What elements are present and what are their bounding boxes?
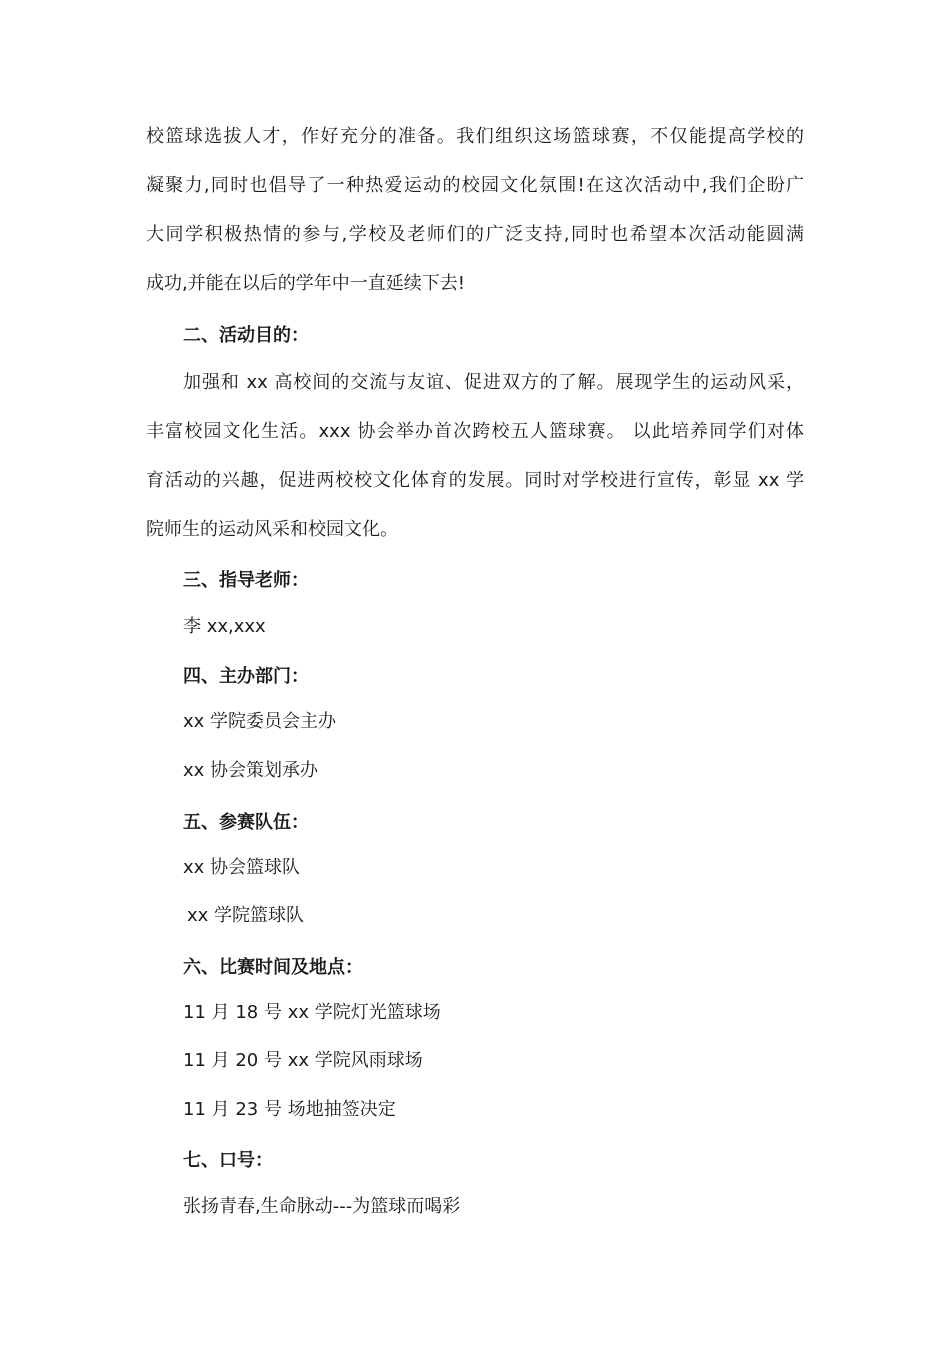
section-heading-schedule: 六、比赛时间及地点： — [183, 957, 363, 978]
schedule-item: 11 月 23 号 场地抽签决定 — [183, 1099, 396, 1120]
purpose-line-1: 加强和 xx 高校间的交流与友谊、促进双方的了解。展现学生的运动风采， — [183, 372, 804, 393]
team-item: xx 学院篮球队 — [187, 905, 305, 926]
section-heading-organizers: 四、主办部门： — [183, 666, 309, 687]
slogan-value: 张扬青春,生命脉动---为篮球而喝彩 — [183, 1196, 461, 1217]
schedule-item: 11 月 18 号 xx 学院灯光篮球场 — [183, 1002, 441, 1023]
section-heading-teams: 五、参赛队伍： — [183, 812, 309, 833]
section-heading-purpose: 二、活动目的： — [183, 325, 309, 346]
organizer-item: xx 协会策划承办 — [183, 760, 319, 781]
purpose-line-4: 院师生的运动风采和校园文化。 — [146, 519, 398, 540]
section-heading-slogan: 七、口号： — [183, 1150, 273, 1171]
intro-line-2: 凝聚力,同时也倡导了一种热爱运动的校园文化氛围!在这次活动中,我们企盼广 — [146, 175, 804, 196]
schedule-item: 11 月 20 号 xx 学院风雨球场 — [183, 1050, 423, 1071]
team-item: xx 协会篮球队 — [183, 857, 301, 878]
purpose-line-3: 育活动的兴趣，促进两校校文化体育的发展。同时对学校进行宣传，彰显 xx 学 — [146, 470, 804, 491]
advisor-value: 李 xx,xxx — [183, 616, 266, 637]
section-heading-advisor: 三、指导老师： — [183, 570, 309, 591]
purpose-line-2: 丰富校园文化生活。xxx 协会举办首次跨校五人篮球赛。 以此培养同学们对体 — [146, 421, 804, 442]
intro-line-3: 大同学积极热情的参与,学校及老师们的广泛支持,同时也希望本次活动能圆满 — [146, 224, 804, 245]
intro-line-4: 成功,并能在以后的学年中一直延续下去! — [146, 273, 465, 294]
organizer-item: xx 学院委员会主办 — [183, 711, 337, 732]
intro-line-1: 校篮球选拔人才，作好充分的准备。我们组织这场篮球赛，不仅能提高学校的 — [146, 126, 804, 147]
